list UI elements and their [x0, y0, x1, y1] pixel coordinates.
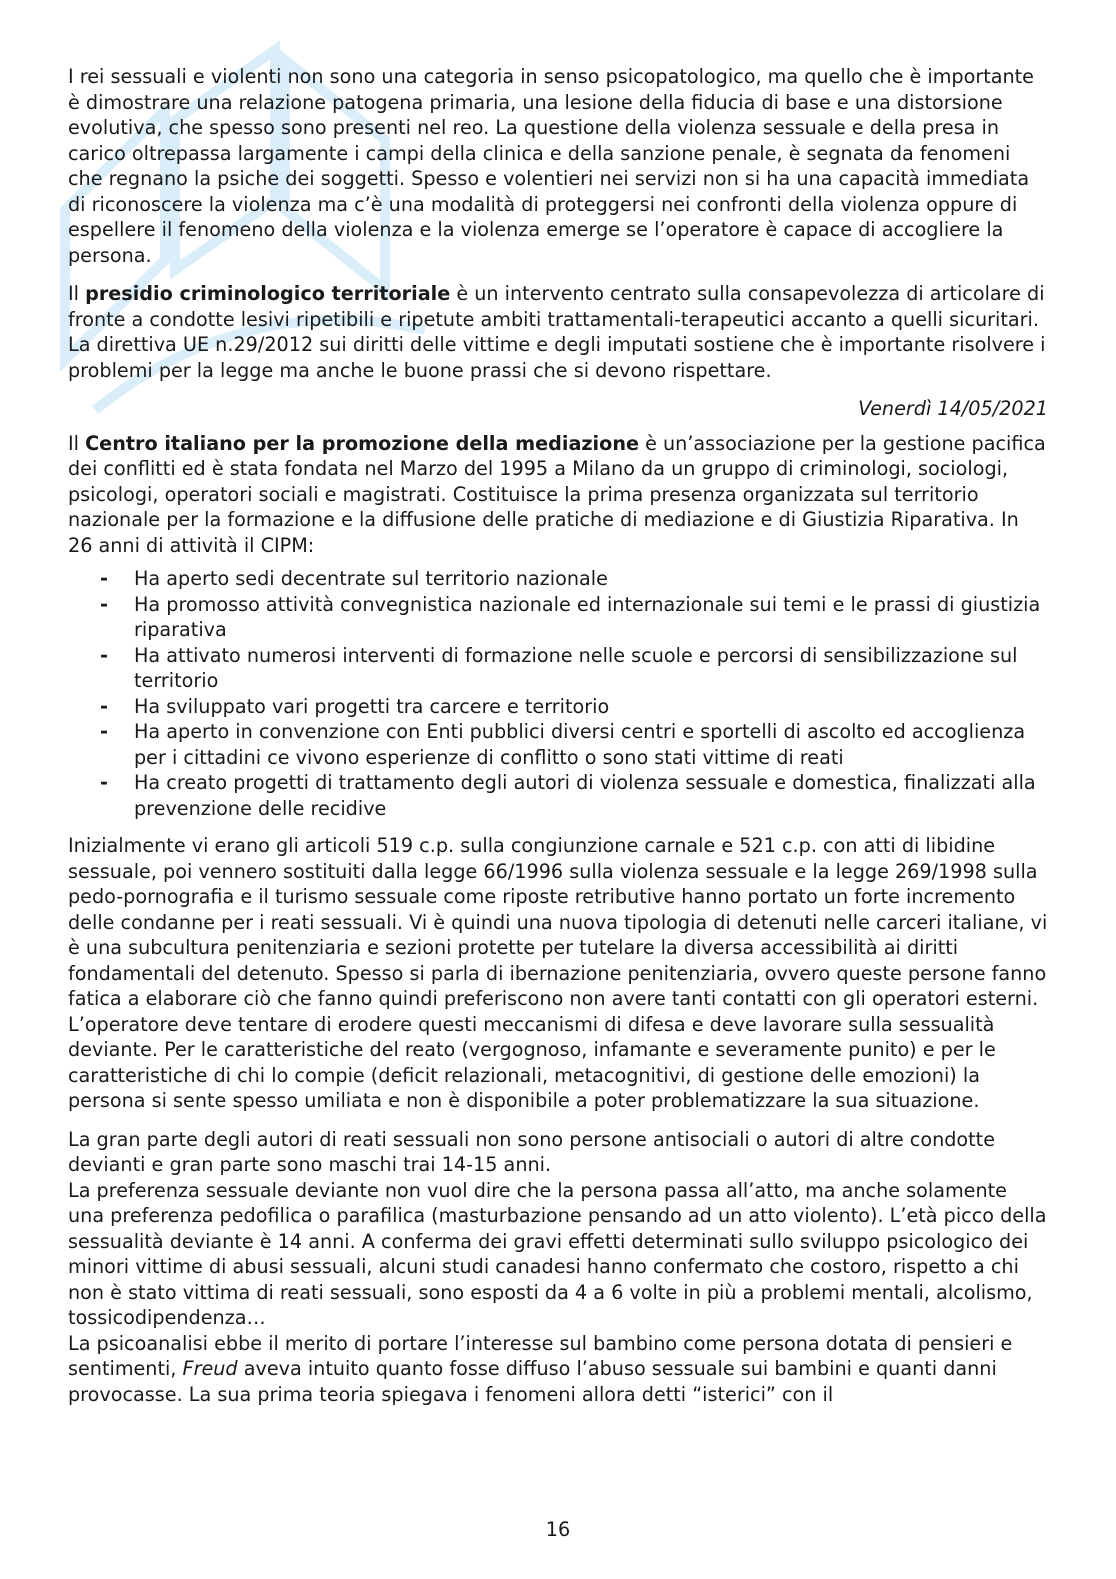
paragraph-psychoanalysis-suffix: aveva intuito quanto fosse diffuso l’abuso sessuale sui bambini e quanti danni provocasse. La sua prima teoria spiegava i fenomeni allora detti “isterici” con il — [68, 1357, 997, 1406]
paragraph-psychoanalysis-prefix: La psicoanalisi ebbe il merito di portare l’interesse sul bambino come persona dotata di pensieri e sentimenti, — [68, 1331, 1013, 1380]
paragraph-cipm — [68, 431, 1048, 559]
list-marker: - — [100, 643, 108, 667]
paragraph-psychoanalysis — [68, 1331, 1048, 1408]
list-item — [100, 643, 1048, 694]
paragraph-legislation: Inizialmente vi erano gli articoli 519 c.p. sulla congiunzione carnale e 521 c.p. con atti di libidine sessuale, poi vennero sostituiti dalla legge 66/1996 sulla violenza sessuale e la legge 269/1998 sulla pedo-pornografia e il turismo sessuale come riposte retributive hanno portato un forte incremento delle condanne per i reati sessuali. Vi è quindi una nuova tipologia di detenuti nelle carceri italiane, vi è una subcultura penitenziaria e sezioni protette per tutelare la diversa accessibilità ai diritti fondamentali del detenuto. Spesso si parla di ibernazione penitenziaria, ovvero queste persone fanno fatica a elaborare ciò che fanno quindi preferiscono non avere tanti contatti con gli operatori esterni. L’operatore deve tentare di erodere questi meccanismi di difesa e deve lavorare sulla sessualità deviante. Per le caratteristiche del reato (vergognoso, infamante e severamente punito) e per le caratteristiche di chi lo compie (deficit relazionali, metacognitivi, di gestione delle emozioni) la persona si sente spesso umiliata e non è disponibile a poter problematizzare la sua situazione. — [68, 834, 1048, 1112]
page-number: 16 — [545, 1518, 571, 1541]
list-item — [100, 719, 1048, 770]
paragraph-presidio-suffix: è un intervento centrato sulla consapevolezza di articolare di fronte a condotte lesivi ripetibili e ripetute ambiti trattamentali-terapeutici accanto a quelli sicuritari. — [68, 282, 1045, 331]
paragraph-violence: I rei sessuali e violenti non sono una categoria in senso psicopatologico, ma quello che è importante è dimostrare una relazione patogena primaria, una lesione della fiducia di base e una distorsione evolutiva, che spesso sono presenti nel reo. La questione della violenza sessuale e della presa in carico oltrepassa largamente i campi della clinica e della sanzione penale, è segnata da fenomeni che regnano la psiche dei soggetti. Spesso e volentieri nei servizi non si ha una capacità immediata di riconoscere la violenza ma c’è una modalità di proteggersi nei confronti della violenza oppure di espellere il fenomeno della violenza e la violenza emerge se l’operatore è capace di accogliere la persona. — [68, 65, 1034, 267]
document-page — [68, 64, 1048, 1407]
lecture-date: Venerdì 14/05/2021 — [858, 397, 1048, 420]
paragraph-cipm-suffix: è un’associazione per la gestione pacifica dei conflitti ed è stata fondata nel Marzo del 1995 a Milano da un gruppo di criminologi, sociologi, psicologi, operatori sociali e magistrati. Costituisce la prima presenza organizzata sul territorio nazionale per la formazione e la diffusione delle pratiche di mediazione e di Giustizia Riparativa. In 26 anni di attività il CIPM: — [68, 431, 1046, 557]
list-marker: - — [100, 567, 108, 590]
presidio-term: presidio criminologico territoriale — [85, 282, 451, 305]
paragraph-presidio-prefix: Il — [68, 282, 86, 305]
paragraph-deviant-preference: La preferenza sessuale deviante non vuol dire che la persona passa all’atto, ma anche solamente una preferenza pedofilica o parafilica (masturbazione pensando ad un atto violento). L’età picco della sessualità deviante è 14 anni. A conferma dei gravi effetti determinati sullo sviluppo psicologico dei minori vittime di abusi sessuali, alcuni studi canadesi hanno confermato che costoro, rispetto a chi non è stato vittima di reati sessuali, sono esposti da 4 a 6 volte in più a problemi mentali, alcolismo, tossicodipendenza… — [68, 1178, 1047, 1329]
paragraph-presidio — [68, 281, 1048, 332]
list-item-text: Ha sviluppato vari progetti tra carcere e territorio — [134, 694, 610, 718]
list-item — [100, 770, 1048, 821]
list-item-text: Ha attivato numerosi interventi di formazione nelle scuole e percorsi di sensibilizzazione sul territorio — [134, 643, 1018, 692]
list-item — [100, 694, 1048, 720]
list-marker: - — [100, 592, 108, 616]
list-marker: - — [100, 771, 108, 794]
list-item-text: Ha aperto sedi decentrate sul territorio nazionale — [134, 567, 608, 590]
cipm-term: Centro italiano per la promozione della mediazione — [85, 431, 639, 455]
cipm-activities-list — [68, 566, 1048, 821]
list-item-text: Ha creato progetti di trattamento degli autori di violenza sessuale e domestica, finalizzati alla prevenzione delle recidive — [134, 771, 1036, 820]
freud-name: Freud — [182, 1357, 238, 1380]
list-marker: - — [100, 694, 108, 718]
paragraph-directive: La direttiva UE n.29/2012 sui diritti delle vittime e degli imputati sostiene che è importante risolvere i problemi per la legge ma anche le buone prassi che si devono rispettare. — [68, 333, 1046, 382]
paragraph-cipm-prefix: Il — [68, 431, 86, 455]
list-item — [100, 566, 1048, 592]
list-marker: - — [100, 720, 108, 743]
list-item-text: Ha promosso attività convegnistica nazionale ed internazionale sui temi e le prassi di giustizia riparativa — [134, 592, 1041, 641]
list-item-text: Ha aperto in convenzione con Enti pubblici diversi centri e sportelli di ascolto ed accoglienza per i cittadini ce vivono esperienze di conflitto o sono stati vittime di reati — [134, 720, 1026, 769]
list-item — [100, 592, 1048, 643]
paragraph-authors: La gran parte degli autori di reati sessuali non sono persone antisociali o autori di altre condotte devianti e gran parte sono maschi trai 14-15 anni. — [68, 1127, 996, 1176]
